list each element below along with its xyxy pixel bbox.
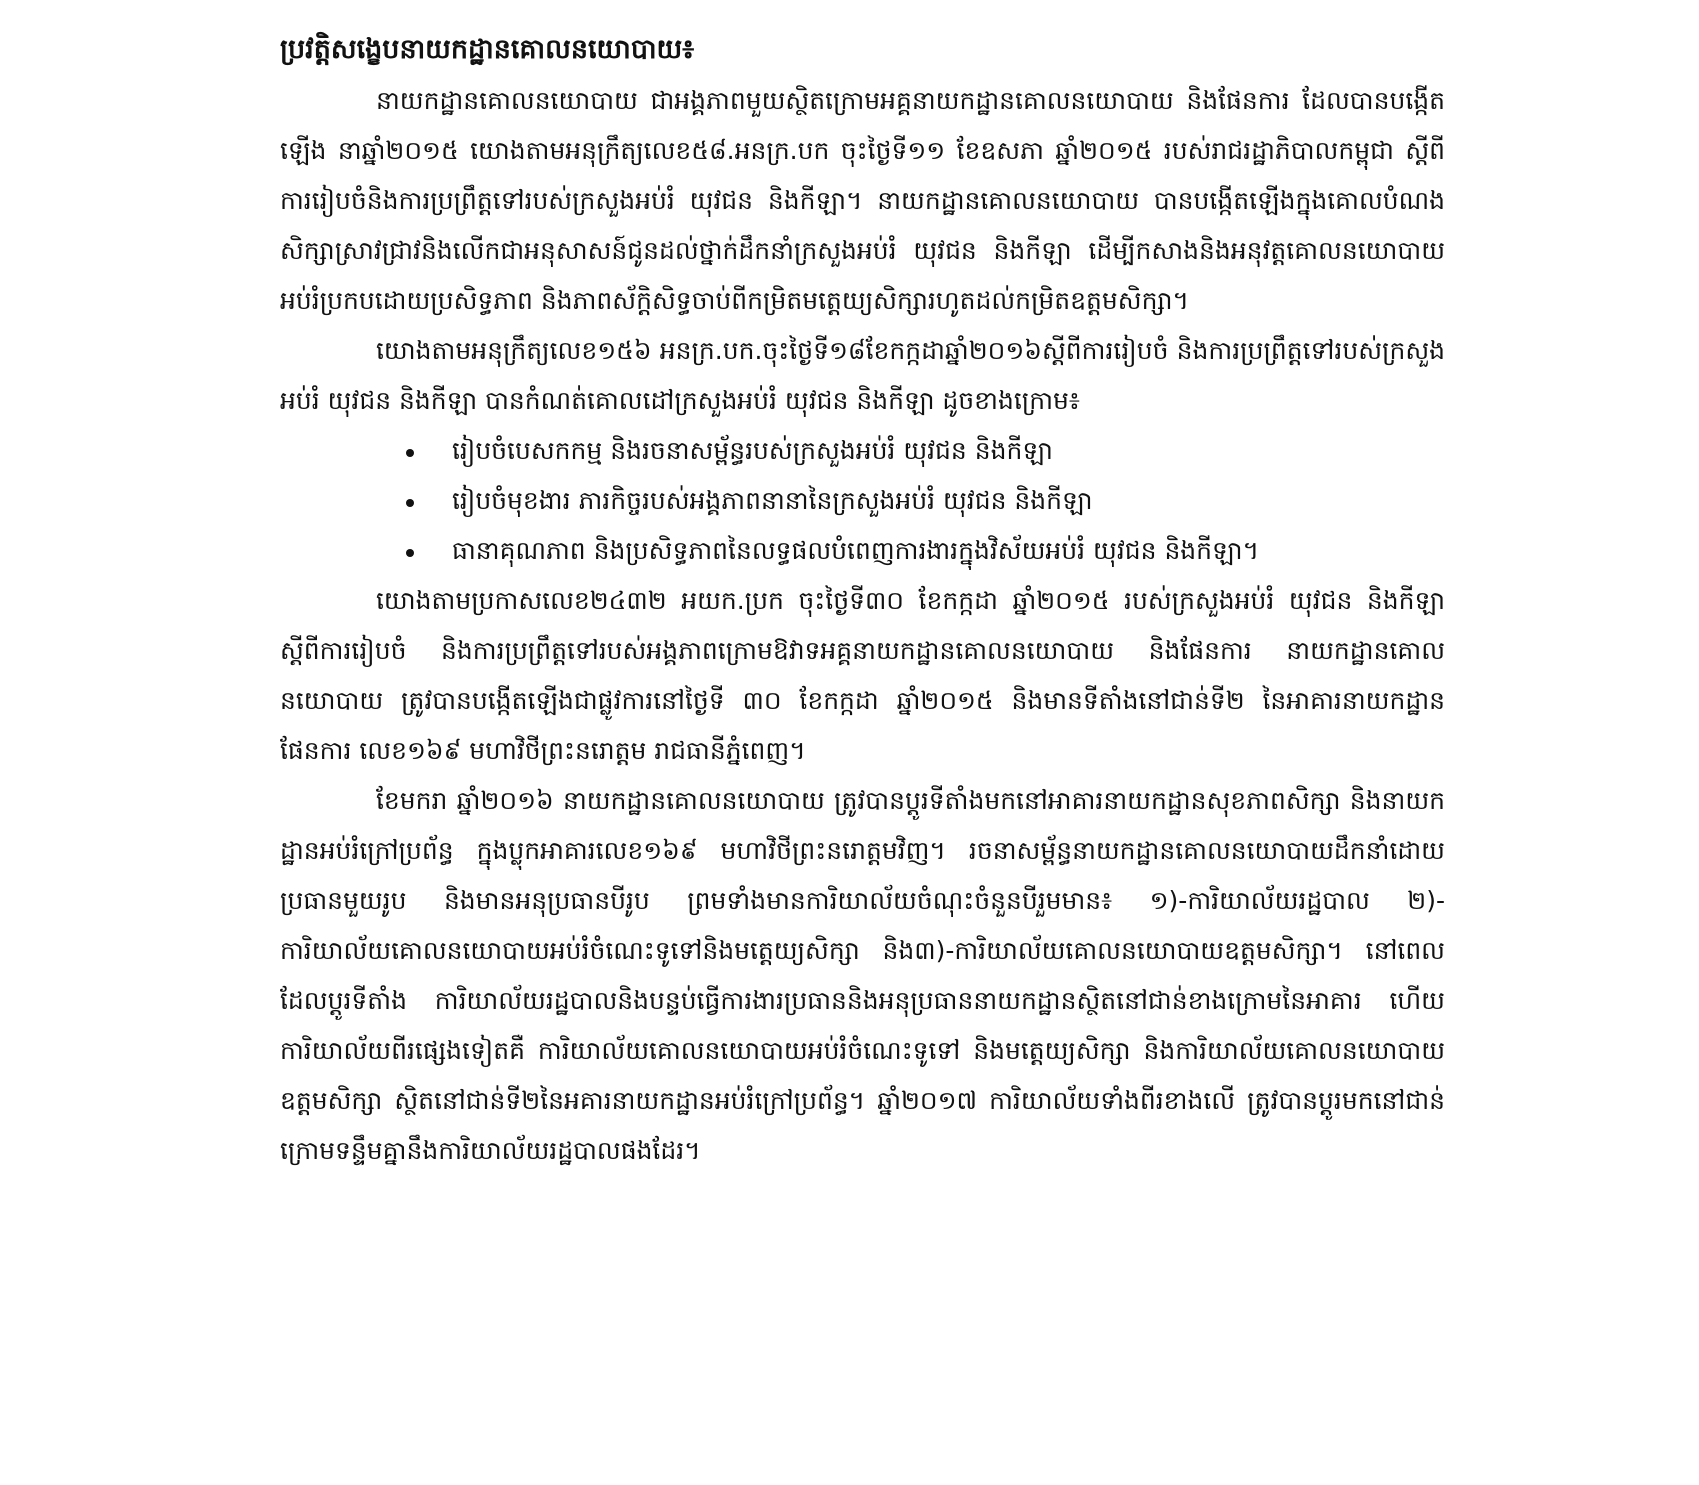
list-item [406, 476, 1445, 526]
bullet-icon [406, 549, 414, 557]
list-item [406, 526, 1445, 576]
paragraph-subdecree-156: យោងតាមអនុក្រឹត្យលេខ១៥៦ អនក្រ.បក.ចុះថ្ងៃទី១៨ខែកក្កដាឆ្នាំ២០១៦ស្តីពីការរៀបចំ និងការប្រព្រឹត្តទៅរបស់ក្រសួងអប់រំ យុវជន និងកីឡា បានកំណត់គោលដៅក្រសួងអប់រំ យុវជន និងកីឡា ដូចខាងក្រោម៖ [280, 336, 1445, 415]
bullet-icon [406, 499, 414, 507]
document-page [280, 28, 1445, 1176]
paragraph-history: នាយកដ្ឋានគោលនយោបាយ ជាអង្គភាពមួយស្ថិតក្រោមអគ្គនាយកដ្ឋានគោលនយោបាយ និងផែនការ ដែលបានបង្កើតឡើង នាឆ្នាំ២០១៥ យោងតាមអនុក្រឹត្យលេខ៥៨.អនក្រ.បក ចុះថ្ងៃទី១១ ខែឧសភា ឆ្នាំ២០១៥ របស់រាជរដ្ឋាភិបាលកម្ពុជា ស្តីពីការរៀបចំនិងការប្រព្រឹត្តទៅរបស់ក្រសួងអប់រំ យុវជន និងកីឡា។ នាយកដ្ឋានគោលនយោបាយ បានបង្កើតឡើងក្នុងគោលបំណងសិក្សាស្រាវជ្រាវនិងលើកជាអនុសាសន៍ជូនដល់ថ្នាក់ដឹកនាំក្រសួងអប់រំ យុវជន និងកីឡា ដើម្បីកសាងនិងអនុវត្តគោលនយោបាយអប់រំប្រកបដោយប្រសិទ្ធភាព និងភាពស័ក្តិសិទ្ធចាប់ពីកម្រិតមត្តេយ្យសិក្សារហូតដល់កម្រិតឧត្តមសិក្សា។ [280, 86, 1445, 315]
list-item-text: ធានាគុណភាព និងប្រសិទ្ធភាពនៃលទ្ធផលបំពេញការងារក្នុងវិស័យអប់រំ យុវជន និងកីឡា។ [452, 536, 1260, 565]
paragraph-prakas-2432: យោងតាមប្រកាសលេខ២៤៣២ អយក.ប្រក ចុះថ្ងៃទី៣០ ខែកក្កដា ឆ្នាំ២០១៥ របស់ក្រសួងអប់រំ យុវជន និងកីឡា ស្តីពីការរៀបចំ និងការប្រព្រឹត្តទៅរបស់អង្គភាពក្រោមឱវាទអគ្គនាយកដ្ឋានគោលនយោបាយ និងផែនការ នាយកដ្ឋានគោលនយោបាយ ត្រូវបានបង្កើតឡើងជាផ្លូវការនៅថ្ងៃទី ៣០ ខែកក្កដា ឆ្នាំ២០១៥ និងមានទីតាំងនៅជាន់ទី២ នៃអាគារនាយកដ្ឋានផែនការ លេខ១៦៩ មហាវិថីព្រះនរោត្តម រាជធានីភ្នំពេញ។ [280, 586, 1445, 765]
paragraph-relocation: ខែមករា ឆ្នាំ២០១៦ នាយកដ្ឋានគោលនយោបាយ ត្រូវបានប្តូរទីតាំងមកនៅអាគារនាយកដ្ឋានសុខភាពសិក្សា និងនាយកដ្ឋានអប់រំក្រៅប្រព័ន្ធ ក្នុងប្លុកអាគារលេខ១៦៩ មហាវិថីព្រះនរោត្តមវិញ។ រចនាសម្ព័ន្ធនាយកដ្ឋានគោលនយោបាយដឹកនាំដោយប្រធានមួយរូប និងមានអនុប្រធានបីរូប ព្រមទាំងមានការិយាល័យចំណុះចំនួនបីរួមមាន៖ ១)-ការិយាល័យរដ្ឋបាល ២)-ការិយាល័យគោលនយោបាយអប់រំចំណេះទូទៅនិងមត្តេយ្យសិក្សា និង៣)-ការិយាល័យគោលនយោបាយឧត្តមសិក្សា។ នៅពេលដែលប្តូរទីតាំង ការិយាល័យរដ្ឋបាលនិងបន្ទប់ធ្វើការងារប្រធាននិងអនុប្រធាននាយកដ្ឋានស្ថិតនៅជាន់ខាងក្រោមនៃអាគារ ហើយការិយាល័យពីរផ្សេងទៀតគឺ ការិយាល័យគោលនយោបាយអប់រំចំណេះទូទៅ និងមត្តេយ្យសិក្សា និងការិយាល័យគោលនយោបាយឧត្តមសិក្សា ស្ថិតនៅជាន់ទី២នៃអគារនាយកដ្ឋានអប់រំក្រៅប្រព័ន្ធ។ ឆ្នាំ២០១៧ ការិយាល័យទាំងពីរខាងលើ ត្រូវបានប្តូរមកនៅជាន់ក្រោមទន្ទឹមគ្នានឹងការិយាល័យរដ្ឋបាលផងដែរ។ [280, 786, 1445, 1165]
list-item-text: រៀបចំមុខងារ ភារកិច្ចរបស់អង្គភាពនានានៃក្រសួងអប់រំ យុវជន និងកីឡា [452, 486, 1093, 515]
list-item [406, 426, 1445, 476]
goals-list [280, 426, 1445, 576]
list-item-text: រៀបចំបេសកកម្ម និងរចនាសម្ព័ន្ធរបស់ក្រសួងអប់រំ យុវជន និងកីឡា [452, 436, 1053, 465]
document-title: ប្រវត្តិសង្ខេបនាយកដ្ឋានគោលនយោបាយ៖ [280, 34, 695, 65]
bullet-icon [406, 449, 414, 457]
